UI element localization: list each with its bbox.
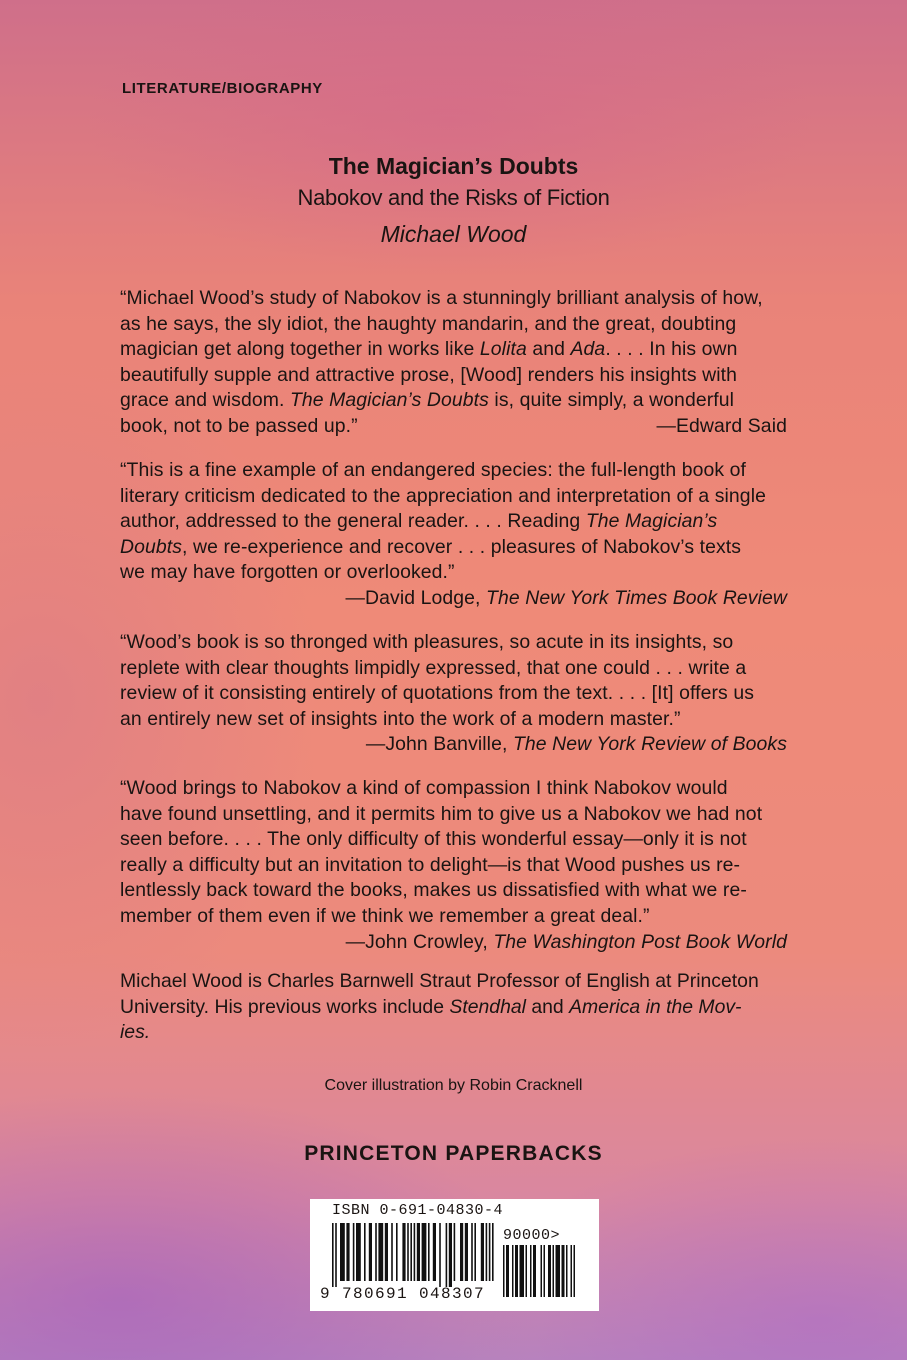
barcode-bar [428, 1223, 430, 1281]
blurb-edward-said [120, 286, 787, 440]
barcode-bar [391, 1223, 393, 1281]
barcode-bar [364, 1223, 366, 1281]
barcode-bar [566, 1245, 568, 1297]
barcode-bar [548, 1245, 551, 1297]
bio-work-title: America in the Mov- [569, 995, 742, 1018]
bio-text: and [525, 995, 570, 1018]
barcode-bar [417, 1223, 420, 1281]
barcode-bar [460, 1223, 463, 1281]
quote-attribution [120, 732, 787, 758]
cover-credit: Cover illustration by Robin Cracknell [324, 1077, 583, 1094]
barcode-bar [332, 1223, 334, 1287]
attribution-name: —John Crowley, [345, 930, 488, 953]
barcode-bar [530, 1245, 532, 1297]
quote-attribution [120, 930, 787, 956]
barcode-bar [562, 1245, 565, 1297]
quote-line: book, not to be passed up.” [120, 414, 358, 437]
addon-barcode-bars [503, 1245, 575, 1297]
publisher-series: PRINCETON PAPERBACKS [304, 1142, 603, 1165]
bio-line: Michael Wood is Charles Barnwell Straut Professor of English at Princeton [120, 970, 759, 992]
bio-work-title: ies. [120, 1021, 151, 1044]
quote-line: an entirely new set of insights into the work of a modern master.” [120, 707, 681, 730]
bio-line [120, 995, 787, 1021]
attribution-source: The New York Review of Books [512, 733, 787, 756]
barcode-bar [335, 1223, 337, 1287]
barcode-bar [356, 1223, 361, 1281]
barcode-bar [515, 1245, 518, 1297]
blurb-david-lodge [120, 458, 787, 612]
attribution-name: —John Banville, [365, 733, 508, 756]
barcode-bar [378, 1223, 383, 1281]
barcode-bar [520, 1245, 525, 1297]
barcode-bar [396, 1223, 398, 1281]
quote-line: “This is a fine example of an endangered species: the full-length book of [120, 459, 747, 481]
quote-line: “Wood brings to Nabokov a kind of compassion I think Nabokov would [120, 777, 728, 799]
category-label: LITERATURE/BIOGRAPHY [122, 80, 323, 97]
barcode-bar [422, 1223, 427, 1281]
barcode-bar [340, 1223, 345, 1281]
barcode-bar [571, 1245, 573, 1297]
barcode-bar [454, 1223, 456, 1281]
quote-line: “Michael Wood’s study of Nabokov is a stunningly brilliant analysis of how, [120, 287, 763, 309]
quote-line: really a difficulty but an invitation to delight—is that Wood pushes us re- [120, 853, 741, 876]
quote-line: review of it consisting entirely of quotations from the text. . . . [It] offers us [120, 682, 755, 705]
quote-line: lentlessly back toward the books, makes us dissatisfied with what we re- [120, 879, 747, 902]
barcode-bar [481, 1223, 484, 1281]
barcode-bar [471, 1223, 473, 1281]
barcode-bar [492, 1223, 494, 1281]
barcode-bar [533, 1245, 536, 1297]
barcode-bar [410, 1223, 412, 1281]
barcode-bar [512, 1245, 514, 1297]
quote-last-line [120, 414, 787, 440]
quote-line: magician get along together in works like Lolita and Ada. . . . In his own [120, 338, 738, 361]
quote-line: Doubts, we re-experience and recover . . . pleasures of Nabokov’s texts [120, 535, 742, 558]
quote-attribution: —Edward Said [656, 414, 787, 437]
quote-line: “Wood’s book is so thronged with pleasures, so acute in its insights, so [120, 631, 734, 653]
book-subtitle: Nabokov and the Risks of Fiction [297, 185, 610, 210]
barcode-bar [489, 1223, 491, 1281]
quote-line: member of them even if we think we remember a great deal.” [120, 904, 650, 927]
quote-line: grace and wisdom. The Magician’s Doubts is, quite simply, a wonderful [120, 389, 735, 412]
barcode-bar [503, 1245, 505, 1297]
barcode-bar [385, 1223, 388, 1281]
barcode-bar [353, 1223, 355, 1281]
book-title: The Magician’s Doubts [328, 153, 579, 179]
barcode-bar [574, 1245, 576, 1297]
barcode-bar [556, 1245, 561, 1297]
bio-work-title: Stendhal [449, 995, 526, 1018]
addon-digits: 90000> [503, 1227, 561, 1244]
quote-line: beautifully supple and attractive prose, [Wood] renders his insights with [120, 363, 737, 386]
title-block [0, 150, 907, 254]
barcode-bar [553, 1245, 555, 1297]
barcode-bar [439, 1223, 441, 1287]
barcode-bar [449, 1223, 452, 1287]
ean-digits: 9 780691 048307 [320, 1285, 486, 1303]
quote-line: literary criticism dedicated to the appreciation and interpretation of a single [120, 484, 766, 507]
isbn-barcode [310, 1199, 599, 1311]
quote-line: author, addressed to the general reader. . . . Reading The Magician’s [120, 510, 718, 533]
barcode-bar [465, 1223, 468, 1281]
barcode-bar [369, 1223, 372, 1281]
attribution-source: The Washington Post Book World [493, 930, 787, 953]
attribution-name: —David Lodge, [345, 586, 481, 609]
barcode-bar [474, 1223, 476, 1281]
barcode-bar [433, 1223, 436, 1281]
quote-line: seen before. . . . The only difficulty of this wonderful essay—only it is not [120, 828, 747, 851]
quote-line: we may have forgotten or overlooked.” [120, 561, 455, 584]
quote-attribution [120, 586, 787, 612]
bio-text: University. His previous works include [120, 995, 450, 1018]
attribution-source: The New York Times Book Review [486, 586, 787, 609]
quote-line: as he says, the sly idiot, the haughty mandarin, and the great, doubting [120, 312, 737, 335]
author-bio [120, 969, 787, 1046]
barcode-bar [414, 1223, 416, 1281]
barcode-bar [402, 1223, 405, 1281]
quote-line: have found unsettling, and it permits him to give us a Nabokov we had not [120, 802, 763, 825]
ean-barcode-bars [332, 1223, 494, 1287]
barcode-bar [375, 1223, 377, 1281]
bio-line [120, 1020, 787, 1046]
barcode-bar [544, 1245, 546, 1297]
isbn-text: ISBN 0-691-04830-4 [332, 1202, 504, 1219]
barcode-bar [486, 1223, 488, 1281]
barcode-bar [506, 1245, 509, 1297]
barcode-bar [346, 1223, 349, 1281]
barcode-bar [446, 1223, 448, 1287]
barcode-bar [407, 1223, 409, 1281]
barcode-bar [541, 1245, 543, 1297]
barcode-bar [526, 1245, 528, 1297]
blurb-john-crowley [120, 776, 787, 955]
quote-line: replete with clear thoughts limpidly expressed, that one could . . . write a [120, 656, 747, 679]
blurb-john-banville [120, 630, 787, 758]
book-author: Michael Wood [380, 221, 527, 247]
